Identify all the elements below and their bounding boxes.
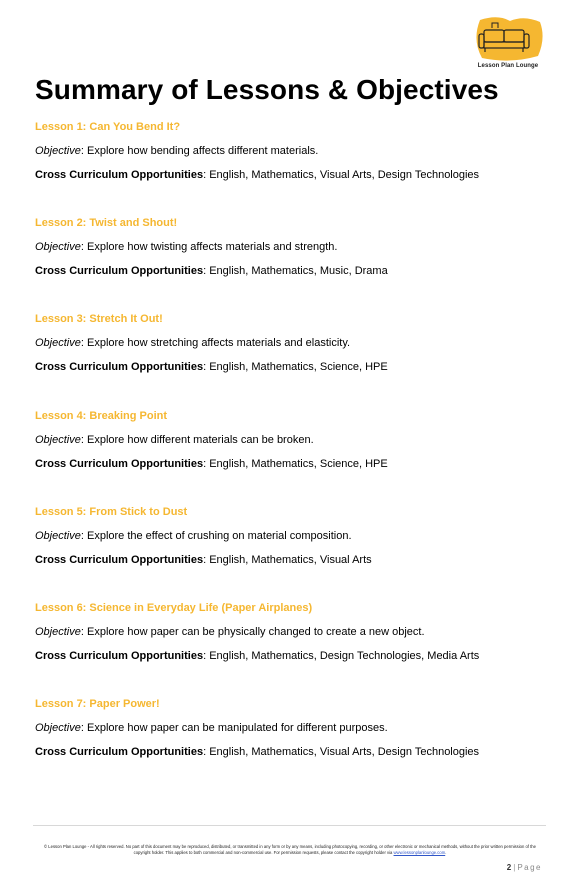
lesson-title: Lesson 4: Breaking Point (35, 409, 168, 422)
lesson-title: Lesson 6: Science in Everyday Life (Paper Airplanes) (35, 602, 313, 614)
lesson-cross-curriculum: Cross Curriculum Opportunities: English, Mathematics, Music, Drama (35, 265, 388, 278)
lesson-cross-curriculum: Cross Curriculum Opportunities: English, Mathematics, Science, HPE (35, 361, 388, 374)
copyright-text: © Lesson Plan Lounge - All rights reserved. No part of this document may be reproduced, distributed, or transmitted in any form or by any means, including photocopying, recording, or other electronic or mechanical methods, without the prior written permission of the copyright holder. This applies to both commercial and non-commercial use. For permission requests, please contact the copyright holder via (44, 844, 536, 855)
objective-label: Objective (35, 433, 81, 446)
lesson-objective: Objective: Explore how stretching affects materials and elasticity. (35, 337, 351, 350)
objective-label: Objective (35, 241, 81, 254)
objective-label: Objective (35, 722, 81, 735)
cross-curriculum-text: English, Mathematics, Visual Arts (209, 553, 372, 566)
lesson-item (35, 312, 550, 384)
lesson-item (35, 505, 550, 577)
lesson-objective: Objective: Explore the effect of crushing on material composition. (35, 529, 352, 542)
footer-copyright: © Lesson Plan Lounge - All rights reserved. No part of this document may be reproduced, distributed, or transmitted in any form or by any means, including photocopying, recording, or other electronic or mechanical methods, without the prior written permission of the copyright holder. This applies to both commercial and non-commercial use. For permission requests, please contact the copyright holder via www.lessonplanlounge.com. (44, 844, 536, 855)
objective-text: Explore how paper can be manipulated for different purposes. (86, 722, 388, 735)
website-link[interactable]: www.lessonplanlounge.com (393, 850, 446, 855)
objective-text: Explore how different materials can be broken. (86, 433, 314, 446)
cross-curriculum-label: Cross Curriculum Opportunities (35, 457, 204, 470)
cross-curriculum-label: Cross Curriculum Opportunities (35, 650, 204, 662)
page-number-value: 2 (506, 863, 512, 872)
cross-curriculum-text: English, Mathematics, Design Technologies, Media Arts (209, 650, 480, 662)
lesson-cross-curriculum: Cross Curriculum Opportunities: English, Mathematics, Visual Arts, Design Technologies (35, 169, 480, 181)
brand-name: Lesson Plan Lounge (477, 63, 539, 69)
page-label: Page (517, 863, 542, 872)
lesson-title: Lesson 2: Twist and Shout! (35, 217, 178, 230)
cross-curriculum-label: Cross Curriculum Opportunities (35, 361, 204, 374)
lesson-cross-curriculum: Cross Curriculum Opportunities: English, Mathematics, Visual Arts, Design Technologies (35, 746, 480, 759)
lesson-objective: Objective: Explore how paper can be physically changed to create a new object. (35, 626, 425, 638)
cross-curriculum-label: Cross Curriculum Opportunities (35, 553, 204, 566)
objective-label: Objective (35, 626, 81, 638)
lesson-title: Lesson 3: Stretch It Out! (35, 313, 163, 326)
lesson-title: Lesson 7: Paper Power! (35, 698, 160, 711)
objective-text: Explore how bending affects different materials. (86, 145, 319, 157)
cross-curriculum-label: Cross Curriculum Opportunities (35, 169, 204, 181)
lesson-title: Lesson 5: From Stick to Dust (35, 505, 188, 518)
lesson-title: Lesson 1: Can You Bend It? (35, 121, 181, 133)
objective-text: Explore how twisting affects materials and strength. (86, 241, 338, 254)
lesson-objective: Objective: Explore how paper can be manipulated for different purposes. (35, 722, 388, 735)
page-number: 2 | Page (506, 863, 542, 872)
objective-label: Objective (35, 337, 81, 350)
lesson-objective: Objective: Explore how different materials can be broken. (35, 433, 314, 446)
lesson-item (35, 601, 550, 673)
lesson-cross-curriculum: Cross Curriculum Opportunities: English, Mathematics, Design Technologies, Media Arts (35, 650, 480, 662)
objective-label: Objective (35, 145, 81, 157)
cross-curriculum-text: English, Mathematics, Science, HPE (209, 361, 388, 374)
lesson-item (35, 216, 550, 288)
cross-curriculum-text: English, Mathematics, Visual Arts, Design Technologies (209, 746, 480, 759)
lesson-item (35, 120, 550, 192)
objective-text: Explore how paper can be physically changed to create a new object. (86, 626, 425, 638)
brand-logo (470, 16, 546, 76)
footer-divider (33, 825, 546, 826)
lesson-objective: Objective: Explore how bending affects different materials. (35, 145, 319, 157)
cross-curriculum-text: English, Mathematics, Science, HPE (209, 457, 388, 470)
cross-curriculum-text: English, Mathematics, Music, Drama (209, 265, 388, 278)
page-title: Summary of Lessons & Objectives (35, 74, 499, 105)
lesson-item (35, 409, 550, 481)
cross-curriculum-text: English, Mathematics, Visual Arts, Design Technologies (209, 169, 480, 181)
lesson-cross-curriculum: Cross Curriculum Opportunities: English, Mathematics, Science, HPE (35, 457, 388, 470)
objective-label: Objective (35, 529, 81, 542)
cross-curriculum-label: Cross Curriculum Opportunities (35, 746, 204, 759)
objective-text: Explore how stretching affects materials and elasticity. (86, 337, 351, 350)
lesson-objective: Objective: Explore how twisting affects materials and strength. (35, 241, 338, 254)
cross-curriculum-label: Cross Curriculum Opportunities (35, 265, 204, 278)
lesson-item (35, 697, 550, 769)
lesson-cross-curriculum: Cross Curriculum Opportunities: English, Mathematics, Visual Arts (35, 553, 372, 566)
lounge-sofa-icon (470, 16, 546, 64)
objective-text: Explore the effect of crushing on material composition. (86, 529, 352, 542)
